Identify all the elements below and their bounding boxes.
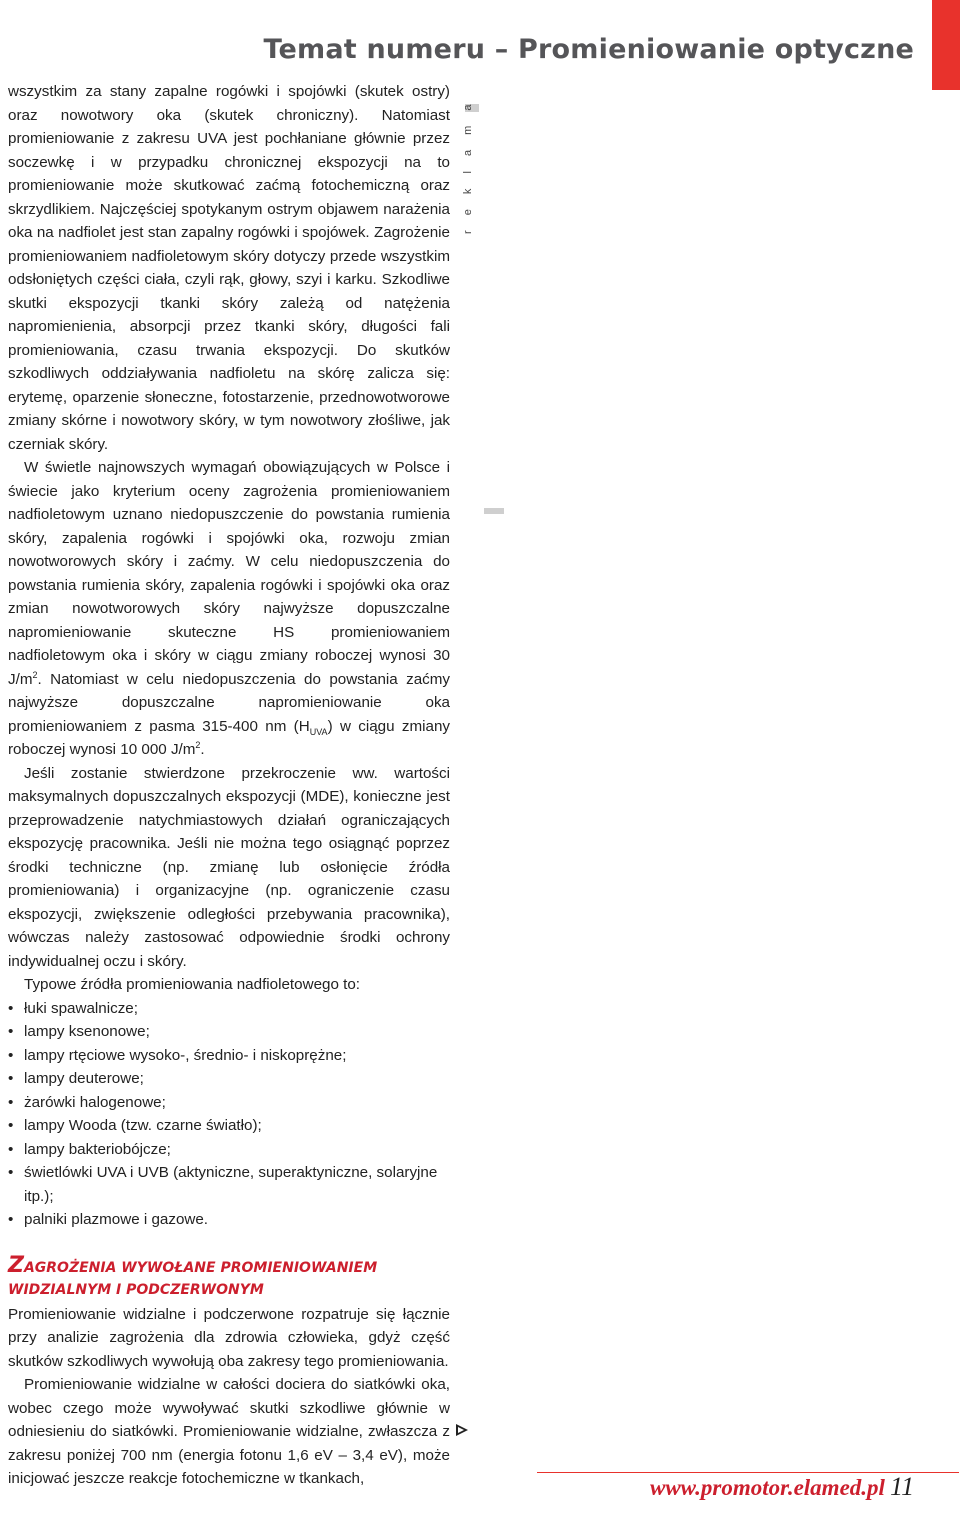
text-run: ) w ciągu zmiany roboczej wynosi 10 000 J/m [8,717,450,758]
list-item: • świetlówki UVA i UVB (aktyniczne, superaktyniczne, solaryjne itp.); [8,1161,450,1208]
article-column [8,80,450,1491]
text-run: W świetle najnowszych wymagań obowiązujących w Polsce i świecie jako kryterium oceny zagrożenia promieniowaniem nadfioletowym uznano niedopuszczenie do powstania rumienia skóry, zapalenia rogówki i spojówki oka, rozwoju zmian nowotworowych skóry i zaćmy. W celu niedopuszczenia do powstania rumienia skóry, zapalenia rogówki i spojówki oka oraz zmian nowotworowych skóry najwyższe dopuszczalne napromieniowanie skuteczne HS promieniowaniem nadfioletowym oka i skóry w ciągu zmiany roboczej wynosi 30 J/m [8,459,450,688]
continue-arrow-icon [455,1423,469,1437]
list-item: • łuki spawalnicze; [8,997,450,1021]
header-accent-bar [932,0,960,90]
uv-sources-list [8,997,450,1232]
section-heading-initial: Z [8,1252,24,1278]
list-item: • lampy ksenonowe; [8,1020,450,1044]
list-item: • lampy deuterowe; [8,1067,450,1091]
superscript: 2 [195,740,201,750]
article-paragraph: Typowe źródła promieniowania nadfioletowego to: [24,976,361,993]
list-item: • lampy rtęciowe wysoko-, średnio- i niskoprężne; [8,1044,450,1068]
advert-marker-bottom [484,508,504,514]
list-item: • żarówki halogenowe; [8,1091,450,1115]
superscript: 2 [32,669,38,680]
text-run: . Natomiast w celu niedopuszczenia do powstania zaćmy najwyższe dopuszczalne napromieniowanie oka promieniowaniem z pasma 315-400 nm (H [8,670,450,735]
article-paragraph [8,456,450,762]
section-heading [8,1252,450,1301]
subscript: UVA [309,726,328,737]
list-item: • palniki plazmowe i gazowe. [8,1208,450,1232]
article-paragraph: Promieniowanie widzialne i podczerwone rozpatruje się łącznie przy analizie zagrożenia dla zdrowia człowieka, gdyż część skutków szkodliwych wywołują oba zakresy tego promieniowania. [8,1305,450,1370]
article-paragraph: wszystkim za stany zapalne rogówki i spojówki (skutek ostry) oraz nowotwory oka (skutek chroniczny). Natomiast promieniowanie z zakresu UVA jest pochłaniane głównie przez soczewkę i w przypadku chronicznej ekspozycji na to promieniowanie może skutkować zaćmą fotochemiczną oraz skrzydlikiem. Najczęściej spotykanym ostrym objawem narażenia oka na nadfiolet jest stan zapalny rogówki i spojówek. Zagrożenie promieniowaniem nadfioletowym skóry dotyczy przede wszystkim odsłoniętych części ciała, czyli rąk, głowy, szyi i karku. Szkodliwe skutki ekspozycji tkanki skóry zależą od natężenia napromienienia, absorpcji przez tkanki skóry, długości fali promieniowania, czasu trwania ekspozycji. Do skutków szkodliwych oddziaływania nadfioletu na skórę zalicza się: erytemę, oparzenie słoneczne, fotostarzenie, przednowotworowe zmiany skórne i nowotwory skóry, w tym nowotwory złośliwe, jak czerniak skóry. [8,83,450,453]
footer-website-link[interactable]: www.promotor.elamed.pl [650,1475,885,1500]
article-paragraph: Jeśli zostanie stwierdzone przekroczenie ww. wartości maksymalnych dopuszczalnych ekspozycji (MDE), konieczne jest przeprowadzenie natychmiastowych działań ograniczających ekspozycję pracownika. Jeśli nie można tego osiągnąć poprzez środki techniczne (np. zmianę lub osłonięcie źródła promieniowania) i organizacyjne (np. ograniczenie czasu ekspozycji, zwiększenie odległości przebywania pracownika), wówczas należy zastosować odpowiednie środki ochrony indywidualnej oczu i skóry. [8,764,450,970]
list-item: • lampy bakteriobójcze; [8,1138,450,1162]
text-run: . [200,741,205,758]
list-item: • lampy Wooda (tzw. czarne światło); [8,1114,450,1138]
article-paragraph: Promieniowanie widzialne w całości dociera do siatkówki oka, wobec czego może wywoływać skutki szkodliwe głównie w odniesieniu do siatkówki. Promieniowanie widzialne, zwłaszcza z zakresu poniżej 700 nm (energia fotonu 1,6 eV – 3,4 eV), może inicjować jeszcze reakcje fotochemiczne w tkankach, [8,1376,450,1487]
page-number: 11 [890,1472,915,1501]
advert-label: r e k l a m a [462,98,474,234]
section-heading-text: AGROŻENIA WYWOŁANE PROMIENIOWANIEM WIDZIALNYM I PODCZERWONYM [8,1259,378,1298]
page-header-title: Temat numeru – Promieniowanie optyczne [263,34,914,65]
